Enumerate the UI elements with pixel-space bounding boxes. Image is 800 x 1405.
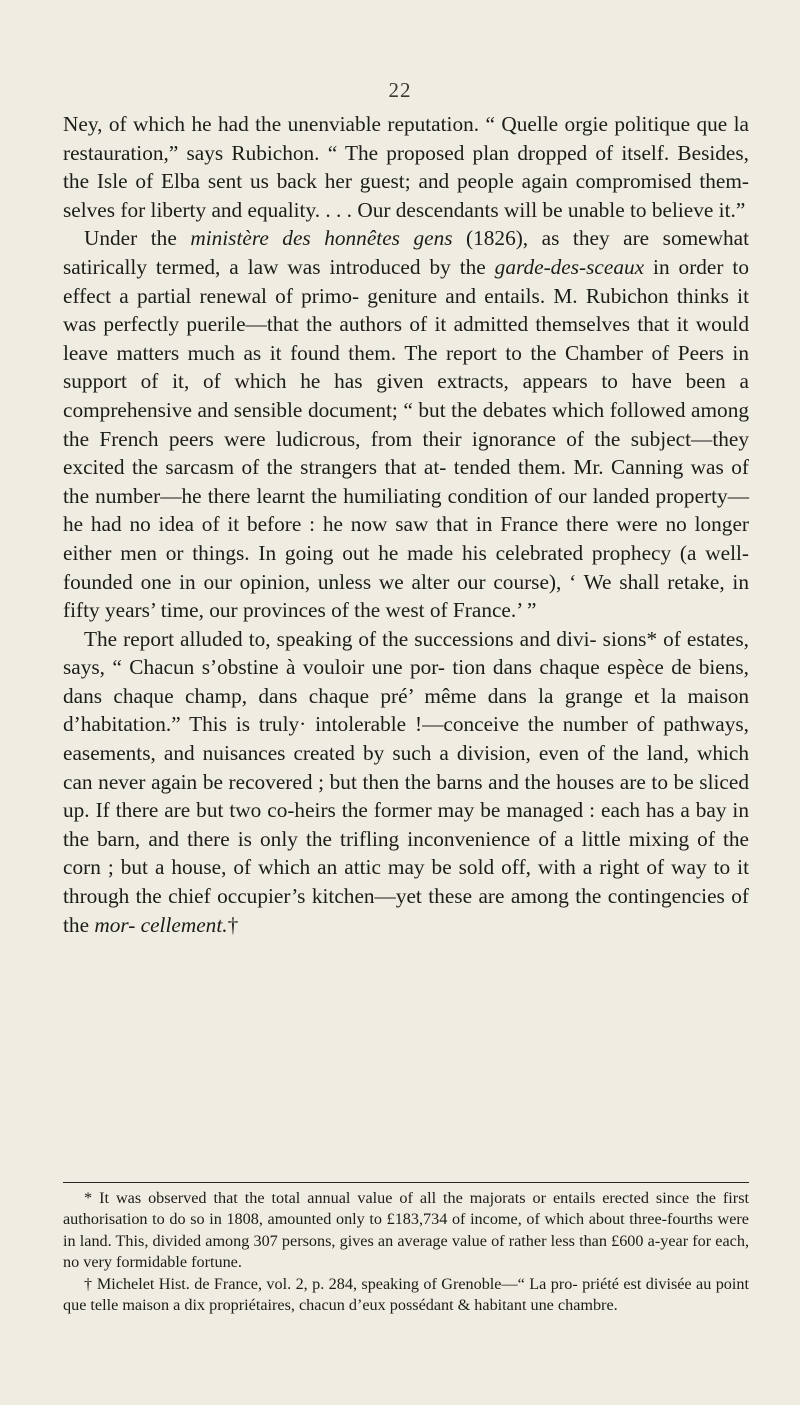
paragraph-2-text-2: (1826), as they are somewhat satirically termed, a law was introduced by the [63,226,750,279]
paragraph-3-text-1: The report alluded to, speaking of the successions and divi- sions* of estates, says, “ Chacun s’obstine à vouloir une por- tion dans chaque espèce de biens, dans chaque champ, dans chaque pré’ même dans la grange et la maison d’habitation.” This is truly· intolerable !—conceive the number of pathways, easements, and nuisances created by such a division, even of the land, which can never again be recovered ; but then the barns and the houses are to be sliced up. If there are but two co-heirs the former may be managed : each has a bay in the barn, and there is only the trifling inconvenience of a little mixing of the corn ; but a house, of which an attic may be sold off, with a right of way to it through the chief occupier’s kitchen—yet these are among the contingencies of the [63,626,749,937]
page-number: 22 [388,78,412,102]
body-text [63,110,749,939]
paragraph-2-text-3: in order to effect a partial renewal of primo- geniture and entails. M. Rubichon thinks it was perfectly puerile—that the authors of it admitted themselves that it would leave matters much as it found them. The report to the Chamber of Peers in support of it, of which he has given extracts, appears to have been a comprehensive and sensible document; “ but the debates which followed among the French peers were ludicrous, from their ignorance of the subject—they excited the sarcasm of the strangers that at- tended them. Mr. Canning was of the number—he there learnt the humiliating condition of our landed property—he had no idea of it before : he now saw that in France there were no longer either men or things. In going out he made his celebrated prophecy (a well-founded one in our opinion, unless we alter our course), ‘ We shall retake, in fifty years’ time, our provinces of the west of France.’ ” [63,254,749,623]
italic-morcellement: mor- cellement. [94,912,228,937]
footnote-dagger: † Michelet Hist. de France, vol. 2, p. 284, speaking of Grenoble—“ La pro- priété est divisée au point que telle maison a dix propriétaires, chacun d’eux possédant & habitant une chambre. [63,1274,749,1315]
italic-ministere: ministère des honnêtes gens [190,226,453,251]
footnote-asterisk: * It was observed that the total annual value of all the majorats or entails erected since the first authorisation to do so in 1808, amounted only to £183,734 of income, of which about three-fourths were in land. This, divided among 307 persons, gives an average value of rather less than £600 a-year for each, no very formidable fortune. [63,1189,749,1272]
footnote-marker-dagger: † [227,912,239,937]
paragraph-2 [63,224,749,624]
paragraph-3 [63,625,749,940]
footnotes [63,1188,749,1316]
italic-garde-des-sceaux: garde-des-sceaux [494,254,645,279]
paragraph-2-text-1: Under the [84,226,191,251]
footnote-divider [63,1182,749,1183]
paragraph-1: Ney, of which he had the unenviable reputation. “ Quelle orgie politique que la restauration,” says Rubichon. “ The proposed plan dropped of itself. Besides, the Isle of Elba sent us back her guest; and people again compromised them- selves for liberty and equality. . . . Our descendants will be unable to believe it.” [63,112,749,222]
